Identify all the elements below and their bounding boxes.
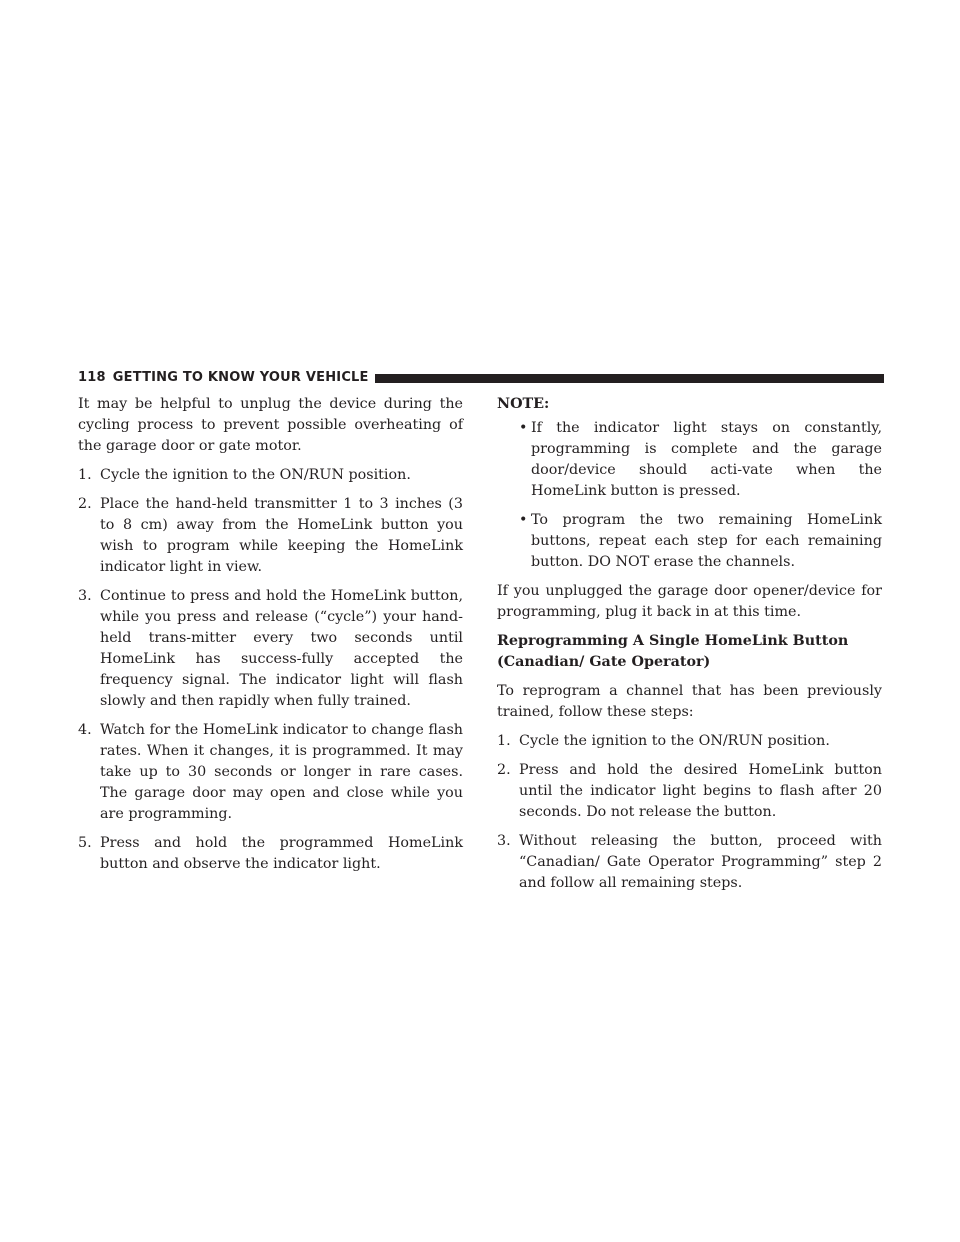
step-number: 5. xyxy=(78,835,92,851)
step-number: 2. xyxy=(497,762,511,778)
intro-paragraph: It may be helpful to unplug the device during the cycling process to prevent possible overheating of the garage door or gate motor. xyxy=(78,396,463,454)
step-text: Watch for the HomeLink indicator to change flash rates. When it changes, it is programmed. It may take up to 30 seconds or longer in rare cases. The garage door may open and close while you are programming. xyxy=(100,722,463,822)
step-number: 3. xyxy=(78,588,92,604)
left-column xyxy=(78,394,463,883)
page-header xyxy=(78,370,884,386)
step-number: 3. xyxy=(497,833,511,849)
step-item xyxy=(497,760,882,823)
step-number: 1. xyxy=(497,733,511,749)
bullet-dot: • xyxy=(519,512,528,528)
after-note-paragraph: If you unplugged the garage door opener/device for programming, plug it back in at this time. xyxy=(497,583,882,620)
step-text: Continue to press and hold the HomeLink button, while you press and release (“cycle”) your hand-held trans-mitter every two seconds until HomeLink has success-fully accepted the frequency signal. The indicator light will flash slowly and then rapidly when fully trained. xyxy=(100,588,463,709)
step-text: Without releasing the button, proceed with “Canadian/ Gate Operator Programming” step 2 and follow all remaining steps. xyxy=(519,833,882,891)
step-text: Cycle the ignition to the ON/RUN position. xyxy=(100,467,411,483)
step-text: Cycle the ignition to the ON/RUN position. xyxy=(519,733,830,749)
note-bullet xyxy=(497,510,882,573)
step-item xyxy=(497,731,882,752)
step-item xyxy=(78,833,463,875)
step-text: Press and hold the programmed HomeLink button and observe the indicator light. xyxy=(100,835,463,872)
step-item xyxy=(78,720,463,825)
step-item xyxy=(78,465,463,486)
step-item xyxy=(497,831,882,894)
step-number: 4. xyxy=(78,722,92,738)
note-label: NOTE: xyxy=(497,396,550,412)
step-number: 1. xyxy=(78,467,92,483)
step-text: Press and hold the desired HomeLink button until the indicator light begins to flash after 20 seconds. Do not release the button. xyxy=(519,762,882,820)
header-rule xyxy=(375,374,884,383)
bullet-dot: • xyxy=(519,420,528,436)
step-text: Place the hand-held transmitter 1 to 3 inches (3 to 8 cm) away from the HomeLink button you wish to program while keeping the HomeLink indicator light in view. xyxy=(100,496,463,575)
reprogram-intro: To reprogram a channel that has been previously trained, follow these steps: xyxy=(497,683,882,720)
note-bullet xyxy=(497,418,882,502)
right-column xyxy=(497,394,882,902)
step-item xyxy=(78,586,463,712)
bullet-text: To program the two remaining HomeLink buttons, repeat each step for each remaining button. DO NOT erase the channels. xyxy=(531,512,882,570)
subheading: Reprogramming A Single HomeLink Button (Canadian/ Gate Operator) xyxy=(497,633,849,670)
step-number: 2. xyxy=(78,496,92,512)
page-number: 118 xyxy=(78,370,106,385)
bullet-text: If the indicator light stays on constantly, programming is complete and the garage door/device should acti-vate when the HomeLink button is pressed. xyxy=(531,420,882,499)
section-title: GETTING TO KNOW YOUR VEHICLE xyxy=(112,370,369,385)
step-item xyxy=(78,494,463,578)
